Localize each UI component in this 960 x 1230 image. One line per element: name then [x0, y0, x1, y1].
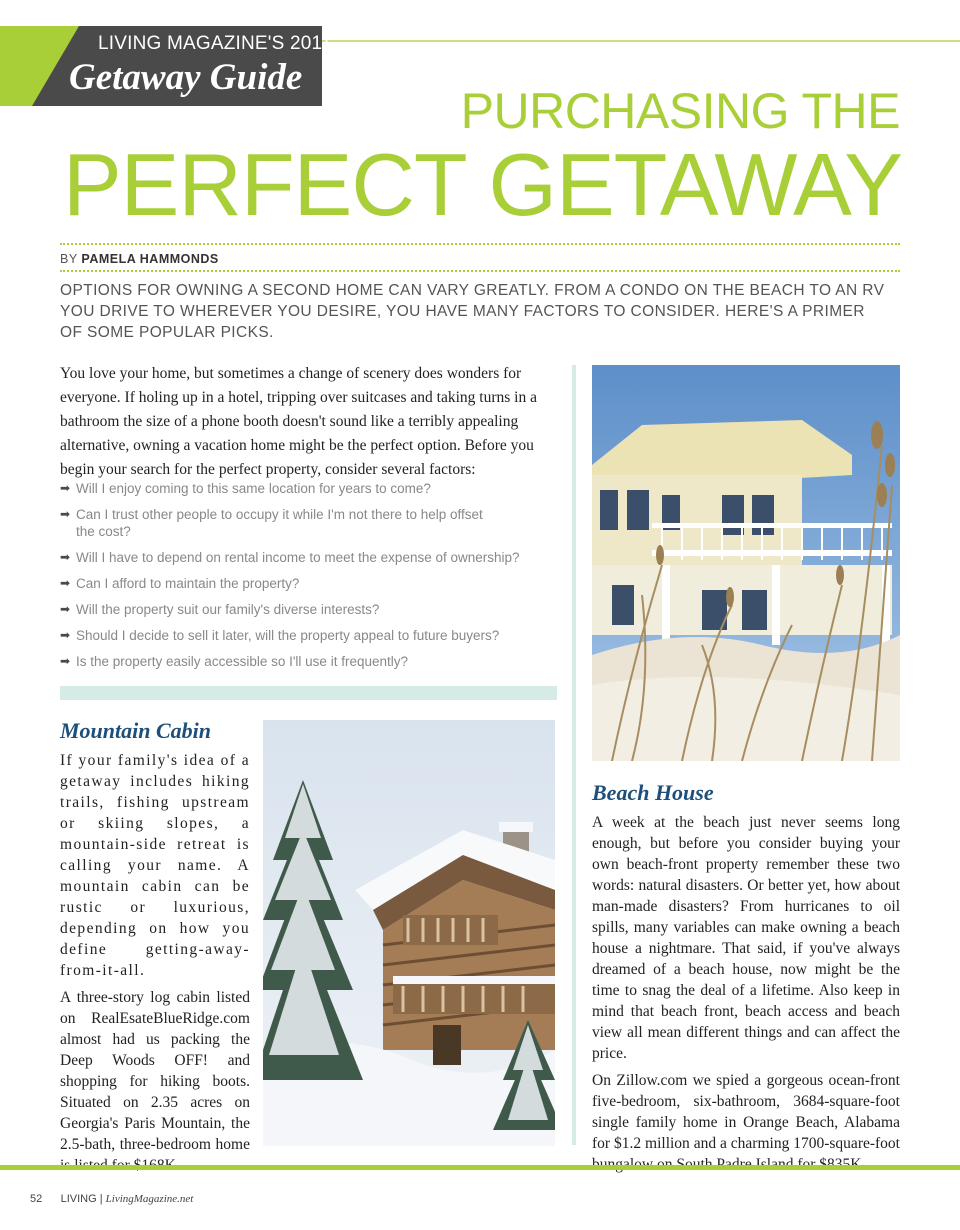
dek: OPTIONS FOR OWNING A SECOND HOME CAN VARY GREATLY. FROM A CONDO ON THE BEACH TO AN RV YOU DRIVE TO WHEREVER YOU DESIRE, YOU HAVE MANY FACTORS TO CONSIDER. HERE'S A PRIMER OF SOME POPULAR PICKS. — [60, 282, 885, 341]
footer-magazine: LIVING — [60, 1193, 97, 1205]
arrow-icon: ➡ — [60, 507, 71, 521]
list-item — [60, 549, 560, 566]
footer-rule — [0, 1165, 960, 1170]
question-text: Will the property suit our family's diverse interests? — [76, 602, 380, 617]
footer-site: LivingMagazine.net — [105, 1193, 194, 1205]
page-footer — [30, 1193, 193, 1205]
section-divider-bar — [60, 686, 557, 700]
beach-paragraph-2: On Zillow.com we spied a gorgeous ocean-front five-bedroom, six-bathroom, 3684-square-foot single family home in Orange Beach, Alabama for $1.2 million and a charming 1700-square-foot — [592, 1072, 900, 1152]
list-item — [60, 627, 560, 644]
headline-line-1: PURCHASING THE — [460, 83, 900, 139]
badge-kicker: LIVING MAGAZINE'S 2011 — [98, 33, 332, 54]
footer-separator: | — [99, 1193, 103, 1205]
headline-line-2: PERFECT GETAWAY — [62, 135, 902, 234]
list-item — [60, 506, 560, 540]
question-text: Will I enjoy coming to this same location for years to come? — [76, 481, 431, 496]
beach-house-body — [592, 812, 900, 1181]
mountain-cabin-heading: Mountain Cabin — [60, 718, 212, 743]
arrow-icon: ➡ — [60, 550, 71, 564]
byline-prefix: BY — [60, 252, 82, 266]
arrow-icon: ➡ — [60, 576, 71, 590]
intro-paragraph: You love your home, but sometimes a change of scenery does wonders for everyone. If holing up in a hotel, tripping over suitcases and taking turns in a bathroom the size of a phone booth doesn't sound like a terribly appealing alternative, owning a vacation home might be the perfect option. Before you begin your search for the perfect property, consider several factors: — [60, 365, 537, 478]
top-rule — [310, 40, 960, 42]
mountain-paragraph-2: A three-story log cabin listed on RealEsateBlueRidge.com almost had us packing the Deep Woods OFF! and shopping for hiking boots. Situated on 2.35 acres on Georgia's Paris Mountain, the 2.5-bath, three-bedroom home — [60, 989, 250, 1153]
arrow-icon: ➡ — [60, 654, 71, 668]
arrow-icon: ➡ — [60, 602, 71, 616]
question-text: Is the property easily accessible so I'll use it frequently? — [76, 654, 408, 669]
cabin-photo — [263, 720, 555, 1146]
arrow-icon: ➡ — [60, 628, 71, 642]
question-text: Should I decide to sell it later, will the property appeal to future buyers? — [76, 628, 500, 643]
list-item — [60, 653, 560, 670]
mountain-paragraph-1: If your family's idea of a getaway includes hiking trails, fishing upstream or skiing slopes, a mountain-side retreat is calling your name. A mountain cabin can be rustic or luxurious, depending on how you define getting-away-from-it-all. — [60, 752, 250, 979]
snowy-cabin-illustration — [263, 720, 555, 1146]
list-item — [60, 601, 560, 618]
beach-house-illustration — [592, 365, 900, 761]
beach-house-photo — [592, 365, 900, 761]
beach-paragraph-1: A week at the beach just never seems long enough, but before you consider buying your own beach-front property remember these two words: natural disasters. Or better yet, how about man-made disasters? From hurricanes to oil spills, many variables can make owning a beach house a nightmare. That said, if you've always dreamed of a beach house, now might be the time to snag the deal of a lifetime. Also keep in mind that beach front, beach access and beach view all mean different things and can affect the price. — [592, 814, 900, 1062]
byline-author: PAMELA HAMMONDS — [81, 252, 219, 266]
beach-house-heading: Beach House — [592, 780, 714, 805]
arrow-icon: ➡ — [60, 481, 71, 495]
page-number: 52 — [30, 1193, 43, 1205]
mountain-cabin-body — [60, 750, 250, 1182]
question-text: Can I trust other people to occupy it while I'm not there to help offset the cost? — [76, 507, 483, 539]
list-item — [60, 575, 560, 592]
list-item — [60, 480, 560, 497]
question-text: Can I afford to maintain the property? — [76, 576, 300, 591]
badge-title: Getaway Guide — [69, 57, 303, 98]
question-text: Will I have to depend on rental income to meet the expense of ownership? — [76, 550, 520, 565]
question-list — [60, 480, 560, 679]
dotted-rule-top — [60, 243, 900, 245]
byline — [60, 252, 219, 266]
column-rule — [572, 365, 576, 1145]
dotted-rule-bottom — [60, 270, 900, 272]
